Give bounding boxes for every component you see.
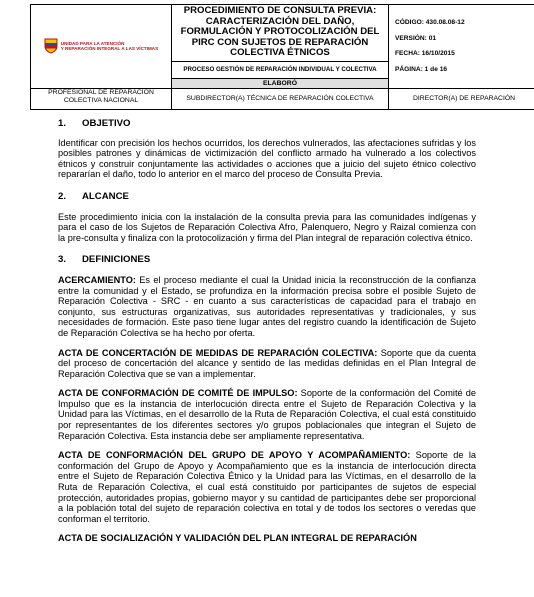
section-heading-objetivo <box>58 119 476 130</box>
section-heading-definiciones <box>58 255 476 266</box>
elaboro-line1: PROFESIONAL DE REPARACIÓN <box>48 88 154 96</box>
coat-of-arms-icon <box>44 38 58 54</box>
title-cell <box>172 5 389 79</box>
section-number: 3. <box>58 254 67 266</box>
title-line2: CARACTERIZACIÓN DEL DAÑO, <box>205 15 355 27</box>
page-number: PÁGINA: 1 de 16 <box>395 65 448 73</box>
approval-values-row <box>31 88 534 109</box>
reviso-value: SUBDIRECTOR(A) TÉCNICA DE REPARACIÓN COLECTIVA <box>172 88 389 109</box>
document-date: FECHA: 16/10/2015 <box>395 50 455 58</box>
definition-paragraph <box>58 275 476 339</box>
definition-paragraph <box>58 348 476 380</box>
definition-paragraph <box>58 388 476 441</box>
aprobo-value: DIRECTOR(A) DE REPARACIÓN <box>389 88 534 109</box>
meta-cell <box>389 5 534 89</box>
document-title <box>172 5 388 61</box>
document-meta <box>395 15 534 77</box>
title-line3: FORMULACIÓN Y PROTOCOLIZACIÓN DEL <box>180 26 380 38</box>
definition-paragraph <box>58 533 476 544</box>
definition-text: Soporte de la conformación del Comité de Impulso que es la instancia de interlocución directa entre el Sujeto de Reparación Colectiva y la Unidad para las Víctimas, en el desarrollo de la Ruta de Reparación Colectiva, el cual está constituido por representantes de los diferentes sectores y/o grupos poblacionales que integran el Sujeto de Reparación Colectiva. Esta instancia debe ser ampliamente representativa. <box>58 388 476 441</box>
document-header-table <box>30 4 534 110</box>
definition-term: ACERCAMIENTO: <box>58 274 136 285</box>
document-body <box>58 119 476 544</box>
definition-term: ACTA DE CONFORMACIÓN DE COMITÉ DE IMPULSO: <box>58 388 298 399</box>
document-version: VERSIÓN: 01 <box>395 34 437 42</box>
elaboro-value <box>31 88 172 109</box>
section-title: ALCANCE <box>82 190 129 202</box>
section-title: DEFINICIONES <box>82 254 151 266</box>
alcance-paragraph: Este procedimiento inicia con la instalación de la consulta previa para las comunidades indígenas y para el caso de los Sujetos de Reparación Colectiva Afro, Palenquero, Negro y Raizal comienza con la pre-consulta y finaliza con la protocolización y firma del Plan integral de reparación colectiva étnico. <box>58 211 476 243</box>
logo-text-line1: UNIDAD PARA LA ATENCIÓN <box>60 40 125 46</box>
definition-text: Soporte de la conformación del Grupo de Apoyo y Acompañamiento que es la instancia de interlocución directa entre el Sujeto de Reparación Colectiva Étnico y la Unidad para las Víctimas, en el desarrollo de la Ruta de Reparación Colectiva, el cual está constituido por participantes de sujetos de especial protección, autoridades propias, gobierno mayor y su cantidad de participantes debe ser proporcional a la población total del sujeto de reparación colectiva en total y de todos los sectores o veredas que conforman el territorio. <box>58 450 476 524</box>
col-elaboro: ELABORÓ <box>172 78 389 88</box>
definition-term: ACTA DE CONCERTACIÓN DE MEDIDAS DE REPARACIÓN COLECTIVA: <box>58 347 378 358</box>
elaboro-line2: COLECTIVA NACIONAL <box>63 96 139 104</box>
title-line5: COLECTIVA ÉTNICOS <box>230 47 330 59</box>
title-line4: PIRC CON SUJETOS DE REPARACIÓN <box>191 36 369 48</box>
section-heading-alcance <box>58 192 476 203</box>
definition-term: ACTA DE SOCIALIZACIÓN Y VALIDACIÓN DEL PLAN INTEGRAL DE REPARACIÓN <box>58 533 417 544</box>
logo-cell <box>31 5 172 89</box>
process-name: PROCESO GESTIÓN DE REPARACIÓN INDIVIDUAL Y COLECTIVA <box>172 61 388 78</box>
section-number: 1. <box>58 118 67 129</box>
definition-text: Soporte que da cuenta del proceso de concertación del alcance y sentido de las medidas definidas en el Plan Integral de Reparación Colectiva que se van a implementar. <box>58 347 476 379</box>
document-code: CÓDIGO: 430.08.08-12 <box>395 19 465 27</box>
definition-text: Es el proceso mediante el cual la Unidad inicia la reconstrucción de la confianza entre la comunidad y el Estado, se profundiza en la información precisa sobre el posible Sujeto de Reparación Colectiva - SRC - en cuanto a sus características de capacidad para el trabajo en conjunto, sus estructuras organizativas, sus autoridades representativas y tradicionales, y sus necesidades de formación. Este paso tiene lugar antes del registro cuando la identificación de Sujeto de Reparación Colectiva se ha hecho por oferta. <box>58 274 476 338</box>
logo-text-line2: Y REPARACIÓN INTEGRAL A LAS VÍCTIMAS <box>60 46 159 52</box>
definition-paragraph <box>58 450 476 524</box>
section-number: 2. <box>58 190 67 202</box>
definition-term: ACTA DE CONFORMACIÓN DEL GRUPO DE APOYO Y ACOMPAÑAMIENTO: <box>58 450 411 461</box>
objetivo-paragraph: Identificar con precisión los hechos ocurridos, los derechos vulnerados, las afectaciones sufridas y los posibles patrones y dinámicas de victimización del conflicto armado ha vulnerado a los colectivos étnicos y construir conjuntamente las actividades o acciones que a juicio del sujeto étnico colectivo repararían el daño, todo lo anterior en el marco del proceso de Consulta Previa. <box>58 137 476 180</box>
title-line1: PROCEDIMIENTO DE CONSULTA PREVIA: <box>183 5 377 16</box>
unidad-victimas-logo <box>31 8 171 84</box>
section-title: OBJETIVO <box>82 118 131 129</box>
